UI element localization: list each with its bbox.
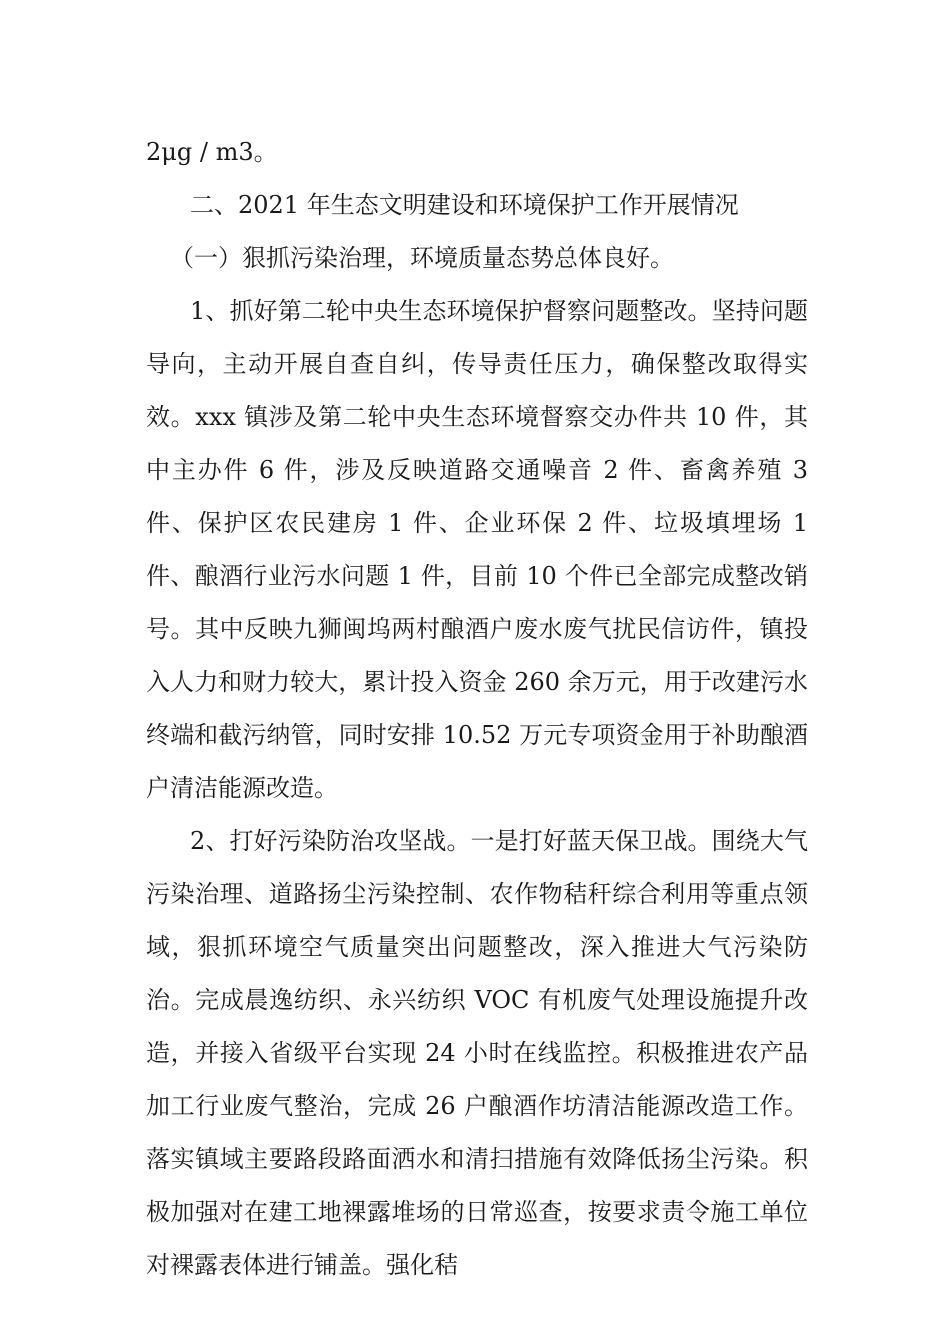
paragraph-continuation: 2μg / m3。 [146, 138, 278, 166]
section-heading: 二、2021 年生态文明建设和环境保护工作开展情况 [190, 191, 739, 219]
subsection-heading: （一）狠抓污染治理，环境质量态势总体良好。 [170, 244, 674, 272]
paragraph-item-2: 2、打好污染防治攻坚战。一是打好蓝天保卫战。围绕大气污染治理、道路扬尘污染控制、农作物秸秆综合利用等重点领域，狠抓环境空气质量突出问题整改，深入推进大气污染防治。完成晨逸纺织、永兴纺织 VOC 有机废气处理设施提升改造，并接入省级平台实现 24 小时在线监控。积极推进农产品加工行业废气整治，完成 26 户酿酒作坊清洁能源改造工作。落实镇域主要路段路面洒水和清扫措施有效降低扬尘污染。积极加强对在建工地裸露堆场的日常巡查，按要求责令施工单位对裸露表体进行铺盖。强化秸 [146, 827, 808, 1279]
document-body [146, 126, 808, 1292]
paragraph-item-1: 1、抓好第二轮中央生态环境保护督察问题整改。坚持问题导向，主动开展自查自纠，传导责任压力，确保整改取得实效。xxx 镇涉及第二轮中央生态环境督察交办件共 10 件，其中主办件 6 件，涉及反映道路交通噪音 2 件、畜禽养殖 3 件、保护区农民建房 1 件、企业环保 2 件、垃圾填埋场 1 件、酿酒行业污水问题 1 件，目前 10 个件已全部完成整改销号。其中反映九狮闽坞两村酿酒户废水废气扰民信访件，镇投入人力和财力较大，累计投入资金 260 余万元，用于改建污水终端和截污纳管，同时安排 10.52 万元专项资金用于补助酿酒户清洁能源改造。 [146, 297, 808, 802]
